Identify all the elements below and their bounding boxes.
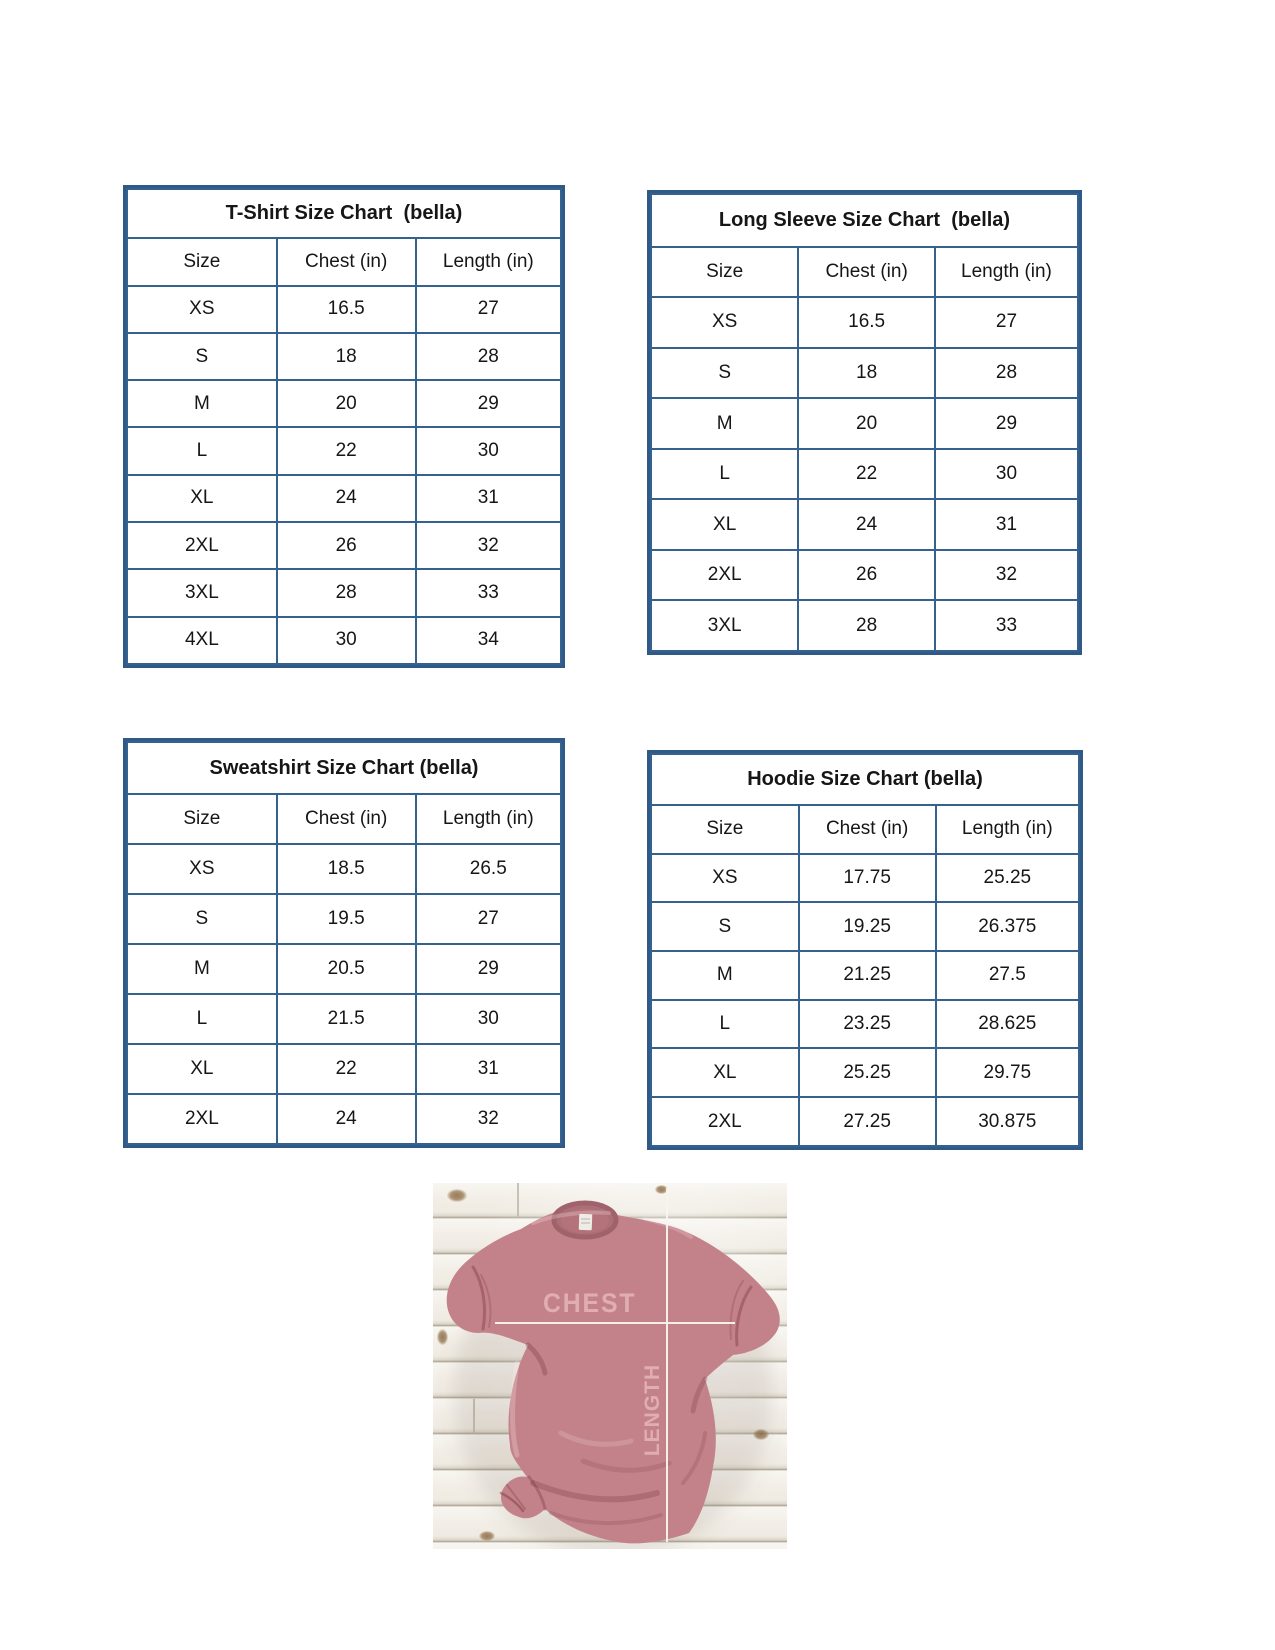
size-cell: 2XL (127, 1094, 277, 1144)
chest-cell: 30 (277, 617, 416, 664)
size-cell: L (651, 449, 798, 500)
length-cell: 29.75 (936, 1048, 1079, 1097)
size-cell: 4XL (127, 617, 277, 664)
chest-cell: 20.5 (277, 944, 416, 994)
table-row (651, 348, 1078, 399)
length-cell: 31 (416, 475, 561, 522)
size-cell: L (651, 1000, 799, 1049)
chest-cell: 20 (798, 398, 935, 449)
size-cell: M (651, 951, 799, 1000)
column-header: Chest (in) (798, 247, 935, 298)
column-header: Chest (in) (277, 794, 416, 844)
chest-cell: 18 (798, 348, 935, 399)
length-cell: 27 (935, 297, 1078, 348)
hoodie-size-chart-table (647, 750, 1083, 1150)
table-row (127, 380, 561, 427)
size-cell: M (651, 398, 798, 449)
tshirt-graphic (433, 1183, 787, 1549)
length-cell: 32 (935, 550, 1078, 601)
length-cell: 28 (416, 333, 561, 380)
size-cell: 2XL (651, 1097, 799, 1146)
chest-cell: 18 (277, 333, 416, 380)
chest-cell: 19.5 (277, 894, 416, 944)
length-cell: 30 (416, 994, 561, 1044)
table-row (651, 499, 1078, 550)
table-row (651, 854, 1079, 903)
chest-cell: 17.75 (799, 854, 936, 903)
chest-cell: 26 (798, 550, 935, 601)
size-cell: M (127, 380, 277, 427)
table-row (651, 449, 1078, 500)
column-header: Length (in) (936, 805, 1079, 854)
size-cell: XL (127, 1044, 277, 1094)
column-header: Length (in) (416, 238, 561, 285)
size-cell: XL (651, 1048, 799, 1097)
length-cell: 26.5 (416, 844, 561, 894)
table-row (651, 297, 1078, 348)
size-cell: M (127, 944, 277, 994)
length-cell: 28.625 (936, 1000, 1079, 1049)
length-cell: 27 (416, 286, 561, 333)
table-row (651, 600, 1078, 651)
column-header: Size (651, 805, 799, 854)
size-cell: XS (127, 286, 277, 333)
chest-cell: 24 (277, 1094, 416, 1144)
tshirt-size-chart-table (123, 185, 565, 668)
length-cell: 30 (416, 427, 561, 474)
size-cell: 2XL (651, 550, 798, 601)
size-cell: XL (651, 499, 798, 550)
length-measure-line (666, 1188, 668, 1542)
table-row (651, 1000, 1079, 1049)
length-cell: 28 (935, 348, 1078, 399)
chest-cell: 28 (798, 600, 935, 651)
chest-cell: 22 (277, 427, 416, 474)
table-row (651, 1048, 1079, 1097)
size-cell: 2XL (127, 522, 277, 569)
length-cell: 33 (416, 569, 561, 616)
size-cell: XS (651, 854, 799, 903)
length-cell: 29 (416, 380, 561, 427)
length-cell: 26.375 (936, 902, 1079, 951)
table-row (127, 617, 561, 664)
table-title: Sweatshirt Size Chart (bella) (127, 742, 561, 794)
table-row (651, 550, 1078, 601)
size-cell: S (127, 333, 277, 380)
column-header: Chest (in) (277, 238, 416, 285)
table-row (127, 569, 561, 616)
sweatshirt-size-chart-table (123, 738, 565, 1148)
size-cell: 3XL (127, 569, 277, 616)
column-header: Length (in) (935, 247, 1078, 298)
chest-cell: 24 (798, 499, 935, 550)
size-chart-grid (126, 188, 562, 665)
column-header: Length (in) (416, 794, 561, 844)
chest-cell: 22 (277, 1044, 416, 1094)
chest-cell: 20 (277, 380, 416, 427)
size-cell: 3XL (651, 600, 798, 651)
chest-cell: 18.5 (277, 844, 416, 894)
length-cell: 25.25 (936, 854, 1079, 903)
length-cell: 32 (416, 1094, 561, 1144)
table-title: T-Shirt Size Chart (bella) (127, 189, 561, 238)
table-row (127, 475, 561, 522)
table-row (127, 1044, 561, 1094)
chest-cell: 16.5 (277, 286, 416, 333)
long-sleeve-size-chart-table (647, 190, 1082, 655)
size-chart-grid (650, 753, 1080, 1147)
chest-cell: 21.5 (277, 994, 416, 1044)
length-cell: 29 (935, 398, 1078, 449)
length-cell: 30.875 (936, 1097, 1079, 1146)
table-row (127, 286, 561, 333)
length-label: LENGTH (641, 1363, 664, 1457)
size-cell: XS (651, 297, 798, 348)
table-row (127, 333, 561, 380)
size-chart-grid (126, 741, 562, 1145)
length-cell: 30 (935, 449, 1078, 500)
column-header: Size (127, 238, 277, 285)
table-row (127, 994, 561, 1044)
chest-cell: 28 (277, 569, 416, 616)
chest-cell: 16.5 (798, 297, 935, 348)
column-header: Size (127, 794, 277, 844)
length-cell: 31 (935, 499, 1078, 550)
table-row (127, 944, 561, 994)
length-cell: 27.5 (936, 951, 1079, 1000)
chest-label: CHEST (543, 1288, 637, 1318)
table-row (127, 522, 561, 569)
length-cell: 29 (416, 944, 561, 994)
length-cell: 31 (416, 1044, 561, 1094)
table-row (651, 398, 1078, 449)
table-row (651, 902, 1079, 951)
size-cell: XS (127, 844, 277, 894)
table-title: Long Sleeve Size Chart (bella) (651, 194, 1078, 247)
chest-cell: 22 (798, 449, 935, 500)
table-row (127, 844, 561, 894)
table-row (127, 1094, 561, 1144)
size-cell: S (651, 902, 799, 951)
size-cell: S (127, 894, 277, 944)
table-row (127, 894, 561, 944)
length-cell: 32 (416, 522, 561, 569)
column-header: Size (651, 247, 798, 298)
column-header: Chest (in) (799, 805, 936, 854)
size-cell: S (651, 348, 798, 399)
table-row (651, 951, 1079, 1000)
chest-cell: 24 (277, 475, 416, 522)
length-cell: 33 (935, 600, 1078, 651)
table-row (127, 427, 561, 474)
chest-cell: 26 (277, 522, 416, 569)
length-cell: 34 (416, 617, 561, 664)
size-chart-grid (650, 193, 1079, 652)
chest-cell: 27.25 (799, 1097, 936, 1146)
tshirt-measurement-photo (433, 1183, 787, 1549)
chest-cell: 19.25 (799, 902, 936, 951)
size-cell: XL (127, 475, 277, 522)
chest-cell: 21.25 (799, 951, 936, 1000)
table-title: Hoodie Size Chart (bella) (651, 754, 1079, 805)
chest-cell: 23.25 (799, 1000, 936, 1049)
table-row (651, 1097, 1079, 1146)
size-cell: L (127, 994, 277, 1044)
chest-measure-line (495, 1322, 735, 1324)
length-cell: 27 (416, 894, 561, 944)
chest-cell: 25.25 (799, 1048, 936, 1097)
size-cell: L (127, 427, 277, 474)
